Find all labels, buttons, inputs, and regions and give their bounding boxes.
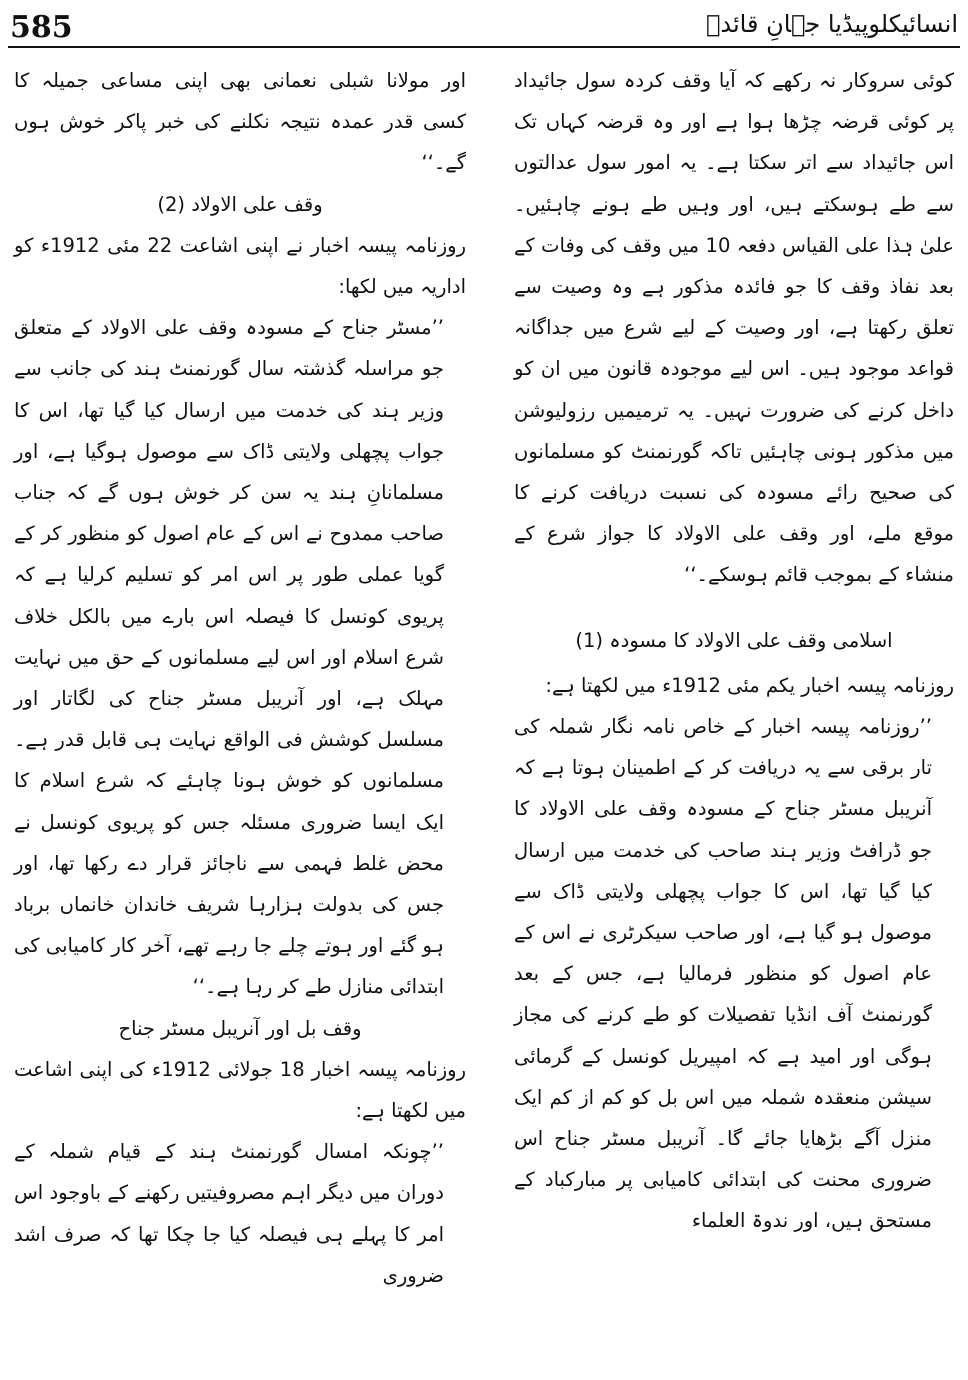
section-heading: وقف بل اور آنریبل مسٹر جناح [118,1016,362,1040]
left-column [14,60,466,1296]
right-column [514,60,954,1242]
running-header-title: انسائیکلوپیڈیا جہانِ قائدؒ [706,10,958,38]
header-rule [8,46,960,48]
page-number: 585 [10,10,73,45]
paragraph: اور مولانا شبلی نعمانی بھی اپنی مساعی جمیلہ کا کسی قدر عمدہ نتیجہ نکلنے کی خبر پاکر خوش ہوں گے۔‘‘ [14,69,466,175]
quoted-paragraph: ’’روزنامہ پیسہ اخبار کے خاص نامہ نگار شملہ کی تار برقی سے یہ دریافت کر کے اطمینان ہوتا ہے کہ آنریبل مسٹر جناح کے مسودہ وقف علی الاولاد کا جو ڈرافٹ وزیر ہند صاحب کی خدمت میں ارسال کیا گیا تھا، اس کا جواب پچھلی ولایتی ڈاک سے موصول ہو گیا ہے، اور صاحب سیکرٹری نے اس کے عام اصول کو منظور فرمالیا ہے، جس کے بعد گورنمنٹ آف انڈیا تفصیلات کو طے کرنے کی مجاز ہوگی اور امید ہے کہ امپیریل کونسل کے گرمائی سیشن منعقدہ شملہ میں اس بل کو کم از کم ایک منزل آگے بڑھایا جائے گا۔ آنریبل مسٹر جناح اس ضروری محنت کی ابتدائی کامیابی پر مبارکباد کے مستحق ہیں، اور ندوۃ العلماء [514,715,932,1233]
quoted-paragraph: ’’چونکہ امسال گورنمنٹ ہند کے قیام شملہ کے دوران میں دیگر اہم مصروفیتیں رکھنے کے باوجود اس امر کا پہلے ہی فیصلہ کیا جا چکا تھا کہ صرف اشد ضروری [14,1140,444,1287]
paragraph-intro: روزنامہ پیسہ اخبار 18 جولائی 1912ء کی اپنی اشاعت میں لکھتا ہے: [14,1057,466,1123]
paragraph: کوئی سروکار نہ رکھے کہ آیا وقف کردہ سول جائیداد پر کوئی قرضہ چڑھا ہوا ہے اور وہ قرضہ کہاں تک اس جائیداد سے اتر سکتا ہے۔ یہ امور سول عدالتوں سے طے ہوسکتے ہیں، اور وہیں طے ہونے چاہئیں۔ علیٰ ہٰذا علی القیاس دفعہ 10 میں وقف کی وفات کے بعد نفاذ وقف کا جو فائدہ مذکور ہے وہ وصیت سے تعلق رکھتا ہے، اور وصیت کے لیے شرع میں جداگانہ قواعد موجود ہیں۔ اس لیے موجودہ قانون میں ان کو داخل کرنے کی ضرورت نہیں۔ یہ ترمیمیں رزولیوشن میں مذکور ہونی چاہئیں تاکہ گورنمنٹ کو مسلمانوں کی صحیح رائے مسودہ کی نسبت دریافت کرنے کا موقع ملے، اور وقف علی الاولاد کا جواز شرع کے منشاء کے بموجب قائم ہوسکے۔‘‘ [514,69,954,587]
paragraph-intro: روزنامہ پیسہ اخبار یکم مئی 1912ء میں لکھتا ہے: [545,673,954,697]
spacer [514,596,954,620]
section-heading: اسلامی وقف علی الاولاد کا مسودہ (1) [575,628,893,652]
section-heading: وقف علی الاولاد (2) [157,192,323,216]
paragraph-intro: روزنامہ پیسہ اخبار نے اپنی اشاعت 22 مئی 1912ء کو اداریہ میں لکھا: [14,233,466,299]
quoted-paragraph: ’’مسٹر جناح کے مسودہ وقف علی الاولاد کے متعلق جو مراسلہ گذشتہ سال گورنمنٹ ہند کی جانب سے وزیر ہند کی خدمت میں ارسال کیا گیا تھا، اس کا جواب پچھلی ولایتی ڈاک سے موصول ہوگیا ہے، اور مسلمانانِ ہند یہ سن کر خوش ہوں گے کہ جناب صاحب ممدوح نے اس کے عام اصول کو منظور کر کے گویا عملی طور پر اس امر کو تسلیم کرلیا ہے کہ پریوی کونسل کا فیصلہ اس بارے میں بالکل خلاف شرع اسلام اور اس لیے مسلمانوں کے حق میں نہایت مہلک ہے، اور آنریبل مسٹر جناح کی لگاتار اور مسلسل کوشش فی الواقع نہایت ہی قابل قدر ہے۔ مسلمانوں کو خوش ہونا چاہئے کہ شرع اسلام کا ایک ایسا ضروری مسئلہ جس کو پریوی کونسل نے محض غلط فہمی سے ناجائز قرار دے رکھا تھا، اور جس کی بدولت ہزارہا شریف خاندان خانماں برباد ہو گئے اور ہوتے چلے جا رہے تھے، آخر کار کامیابی کی ابتدائی منازل طے کر رہا ہے۔‘‘ [14,316,444,999]
